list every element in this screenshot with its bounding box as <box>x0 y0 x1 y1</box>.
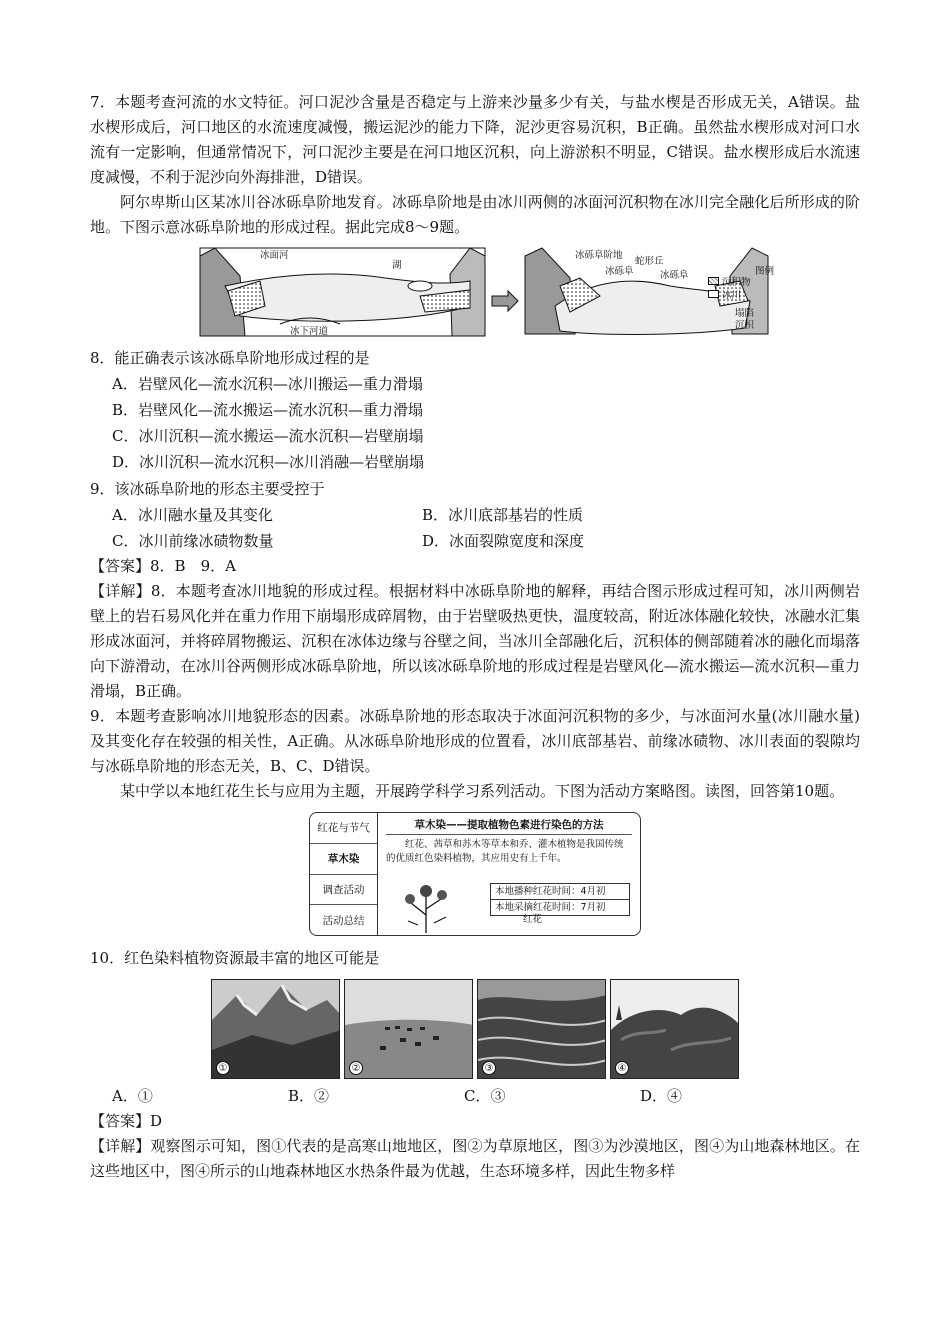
sow-time: 本地播种红花时间：4月初 <box>491 884 629 900</box>
photo-label-3: ③ <box>482 1061 496 1075</box>
activity-plan-card <box>309 812 641 936</box>
card-tabs <box>310 813 378 935</box>
photo-row <box>90 979 860 1079</box>
photo-desert <box>477 979 606 1079</box>
flower-caption: 红花 <box>523 914 543 925</box>
q10-option-c: C．③ <box>464 1087 506 1105</box>
q8-option-d: D．冰川沉积—流水沉积—冰川消融—岩壁崩塌 <box>112 453 425 471</box>
q9-options-row-1 <box>90 502 860 528</box>
tab-survey: 调查活动 <box>310 875 377 906</box>
q8-stem: 8．能正确表示该冰砾阜阶地形成过程的是 <box>90 349 370 367</box>
arrow-icon <box>492 291 518 311</box>
label-collapse: 塌陷 <box>735 308 755 319</box>
photo-label-1: ① <box>216 1061 230 1075</box>
photo-alpine-mountains <box>211 979 340 1079</box>
pick-time: 本地采摘红花时间：7月初 <box>495 902 606 913</box>
sediment-swatch-icon <box>708 277 719 285</box>
glacier-swatch-icon <box>708 290 719 298</box>
legend <box>708 276 751 302</box>
intro-8-9: 阿尔卑斯山区某冰川谷冰砾阜阶地发育。冰砾阜阶地是由冰川两侧的冰面河沉积物在冰川完全融化后所形成的阶地。下图示意冰砾阜阶地的形成过程。据此完成8～9题。 <box>90 193 860 236</box>
label-lake: 湖 <box>392 260 402 271</box>
safflower-icon <box>396 875 456 933</box>
q10-stem: 10．红色染料植物资源最丰富的地区可能是 <box>90 949 380 967</box>
label-kame-1: 冰砾阜 <box>605 266 634 277</box>
detail-10: 【详解】观察图示可知，图①代表的是高寒山地地区，图②为草原地区，图③为沙漠地区，图④为山地森林地区。在这些地区中，图④所示的山地森林地区水热条件最为优越，生态环境多样，因此生物多样 <box>90 1137 860 1180</box>
grassland-image <box>345 980 473 1079</box>
card-body <box>378 813 640 935</box>
q7-explanation: 7．本题考查河流的水文特征。河口泥沙含量是否稳定与上游来沙量多少有关，与盐水楔是否形成无关，A错误。盐水楔形成后，河口地区的水流速度减慢，搬运泥沙的能力下降，泥沙更容易沉积，B正确。虽然盐水楔形成对河口水流有一定影响，但通常情况下，河口泥沙主要是在河口地区沉积，向上游淤积不明显，C错误。盐水楔形成后水流速度减慢，不利于泥沙向外海排泄，D错误。 <box>90 93 860 186</box>
answer-10: 【答案】D <box>90 1112 163 1130</box>
time-box <box>490 883 630 916</box>
card-title: 草木染——提取植物色素进行染色的方法 <box>386 817 632 835</box>
legend-sediment: 沉积物 <box>708 276 751 289</box>
label-terrace: 冰砾阜阶地 <box>575 250 623 261</box>
document-page <box>90 90 860 1184</box>
desert-image <box>478 980 606 1079</box>
q9-stem: 9．该冰砾阜阶地的形态主要受控于 <box>90 480 325 498</box>
forest-image <box>611 980 739 1079</box>
legend-glacier: 冰川 <box>708 289 751 302</box>
detail-8: 【详解】8．本题考查冰川地貌的形成过程。根据材料中冰砾阜阶地的解释，再结合图示形成过程可知，冰川两侧岩壁上的岩石易风化并在重力作用下崩塌形成碎屑物，由于岩壁吸热更快，温度较高，附近冰体融化较快，冰融水汇集形成冰面河，并将碎屑物搬运、沉积在冰体边缘与谷壁之间，当冰川全部融化后，沉积体的侧部随着冰的融化而塌落向下游滑动，在冰川谷两侧形成冰砾阜阶地，所以该冰砾阜阶地的形成过程是岩壁风化—流水搬运—流水沉积—重力滑塌，B正确。 <box>90 582 860 700</box>
label-deposit: 沉积 <box>735 320 755 331</box>
q9-option-c: C．冰川前缘冰碛物数量 <box>112 532 274 550</box>
photo-label-4: ④ <box>615 1061 629 1075</box>
mountain-image <box>212 980 340 1079</box>
q9-option-d: D．冰面裂隙宽度和深度 <box>422 532 585 550</box>
legend-title: 图例 <box>754 266 774 277</box>
label-channel: 冰下河道 <box>290 326 329 337</box>
glacier-diagram <box>90 246 860 342</box>
photo-label-2: ② <box>349 1061 363 1075</box>
label-esker: 蛇形丘 <box>635 256 664 267</box>
q10-option-d: D．④ <box>640 1087 683 1105</box>
tab-festival: 红花与节气 <box>310 813 377 844</box>
detail-9: 9．本题考查影响冰川地貌形态的因素。冰砾阜阶地的形态取决于冰面河沉积物的多少，与冰面河水量(冰川融水量)及其变化存在较强的相关性，A正确。从冰砾阜阶地形成的位置看，冰川底部基岩、前缘冰碛物、冰川表面的裂隙均与冰砾阜阶地的形态无关，B、C、D错误。 <box>90 707 860 775</box>
activity-plan-figure <box>90 812 860 936</box>
tab-summary: 活动总结 <box>322 914 365 927</box>
q9-options-row-2 <box>90 528 860 554</box>
card-text: 红花、茜草和苏木等草本和乔、灌木植物是我国传统的优质红色染料植物，其应用史有上千年。 <box>386 839 624 864</box>
label-kame-2: 冰砾阜 <box>660 270 689 281</box>
q10-options <box>90 1083 860 1109</box>
intro-10: 某中学以本地红花生长与应用为主题，开展跨学科学习系列活动。下图为活动方案略图。读图，回答第10题。 <box>120 782 845 800</box>
q9-option-b: B．冰川底部基岩的性质 <box>422 506 584 524</box>
answer-8-9: 【答案】8．B 9．A <box>90 557 236 575</box>
glacier-diagram-svg <box>170 246 780 342</box>
q10-option-a: A．① <box>112 1087 153 1105</box>
tab-dyeing: 草木染 <box>310 844 377 875</box>
q8-option-c: C．冰川沉积—流水搬运—流水沉积—岩壁崩塌 <box>112 427 424 445</box>
photo-forest <box>610 979 739 1079</box>
label-river: 冰面河 <box>260 250 289 261</box>
q8-option-b: B．岩壁风化—流水搬运—流水沉积—重力滑塌 <box>112 401 424 419</box>
q10-option-b: B．② <box>288 1087 330 1105</box>
q9-option-a: A．冰川融水量及其变化 <box>112 506 273 524</box>
q8-option-a: A．岩壁风化—流水沉积—冰川搬运—重力滑塌 <box>112 375 423 393</box>
photo-grassland <box>344 979 473 1079</box>
lake-shape <box>408 281 432 291</box>
